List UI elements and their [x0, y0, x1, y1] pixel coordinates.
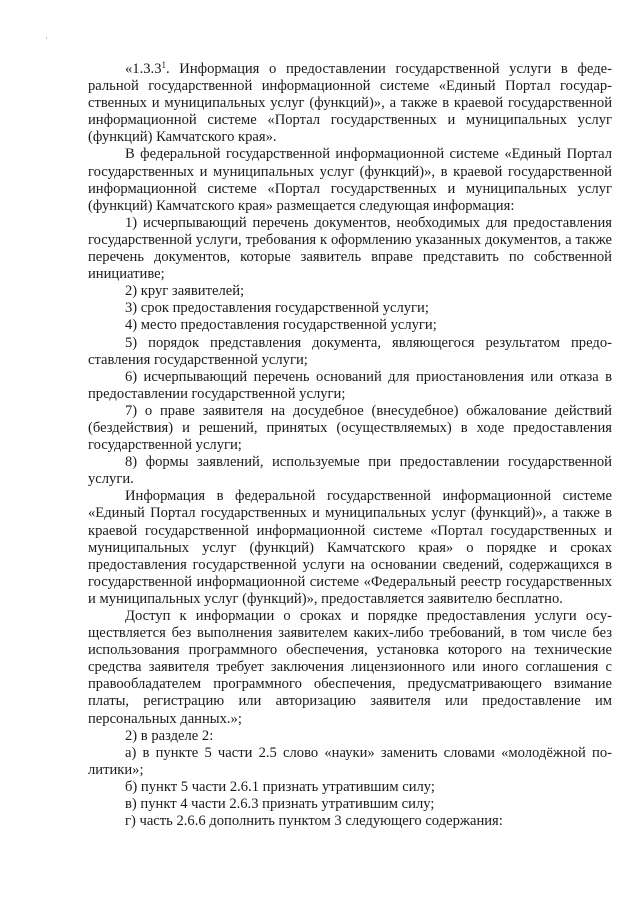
list-item: б) пункт 5 части 2.6.1 признать утратившим силу; [125, 778, 435, 795]
list-item: 5) порядок представления документа, являющегося результатом предоставления государственной услуги; [88, 334, 612, 368]
list-item: 7) о праве заявителя на досудебное (внесудебное) обжалование действий (бездействия) и решений, принятых (осуществляемых) в ходе предоставления государственной услуги; [88, 402, 612, 454]
list-item: 2) в разделе 2: [125, 727, 214, 744]
intro-rest: . Информация о предоставлении государственной услуги в федеральной государственной информационной системе «Единый Портал государственных и муниципальных услуг (функций)», а также в краевой государственной информационной системе «Портал государственных и муниципальных услуг (функций) Камчатского края». [88, 61, 612, 146]
list-item: 8) формы заявлений, используемые при предоставлении государственной услуги. [88, 454, 612, 488]
list-item: 1) исчерпывающий перечень документов, необходимых для предоставления государственной услуги, требования к оформлению указанных документов, а также перечень документов, которые заявитель вправе представить по собственной инициативе; [88, 214, 612, 283]
list-item: 6) исчерпывающий перечень оснований для приостановления или отказа в предоставлении государственной услуги; [88, 368, 612, 402]
intro-superscript: 1 [161, 60, 166, 70]
list-item: а) в пункте 5 части 2.5 слово «науки» заменить словами «молодёжной политики»; [88, 744, 612, 778]
list-item: 4) место предоставления государственной услуги; [125, 317, 437, 334]
list-item: г) часть 2.6.6 дополнить пунктом 3 следующего содержания: [125, 813, 503, 830]
list-item: в) пункт 4 части 2.6.3 признать утратившим силу; [125, 796, 435, 813]
scan-mark [46, 37, 47, 39]
list-item: 2) круг заявителей; [125, 283, 245, 300]
paragraph: Информация в федеральной государственной информационной системе «Единый Портал государственных и муниципальных услуг (функций)», а также в краевой государственной информационной системе «Портал государственных и муниципальных услуг (функций) Камчатского края» о порядке и сроках предоставления государственной услуги на основании сведений, содержащихся в государственной информационной системе «Федеральный реестр государственных и муниципальных услуг (функций)», предоставляется заявителю бесплатно. [88, 488, 612, 607]
intro-prefix: «1.3.3 [125, 61, 162, 77]
document-body [88, 61, 612, 830]
list-item: 3) срок предоставления государственной услуги; [125, 300, 429, 317]
paragraph: В федеральной государственной информационной системе «Единый Портал государственных и муниципальных услуг (функций)», в краевой государственной информационной системе «Портал государственных и муниципальных услуг (функций) Камчатского края» размещается следующая информация: [88, 146, 612, 214]
paragraph-intro [88, 61, 612, 146]
paragraph: Доступ к информации о сроках и порядке предоставления услуги осуществляется без выполнения заявителем каких-либо требований, в том числе без использования программного обеспечения, установка которого на технические средства заявителя требует заключения лицензионного или иного соглашения с правообладателем программного обеспечения, предусматривающего взимание платы, регистрацию или авторизацию заявителя или предоставление им персональных данных.»; [88, 608, 612, 727]
